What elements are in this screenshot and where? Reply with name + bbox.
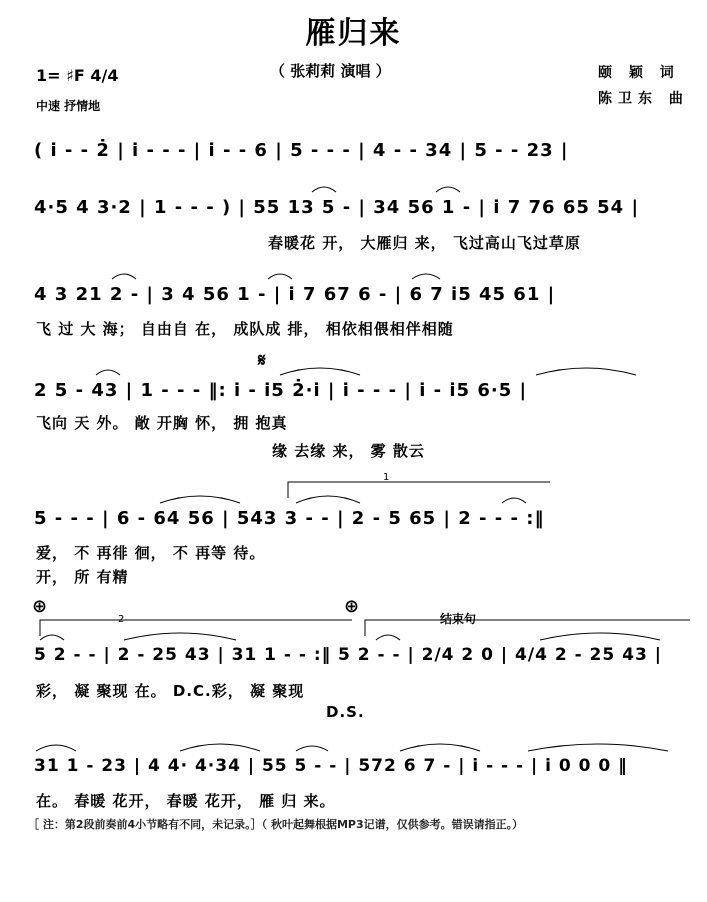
lyrics-row-5-verse-2: 开， 所 有精 <box>36 568 129 586</box>
slur <box>280 368 360 375</box>
score-row-1: ( i̇ - - 2̇ | i̇ - - - | i̇ - - 6 | 5 - - - | 4 - - 34 | 5 - - 23 | <box>34 140 569 161</box>
slur <box>268 274 292 279</box>
slur <box>376 635 400 640</box>
score-row-7: 31 1 - 23 | 4 4· 4·34 | 55 5 - - | 572 6 7 - | i̇ - - - | i̇ 0 0 0 ‖ <box>34 756 628 776</box>
score-row-4: 2 5 - 43 | 1 - - - ‖: i̇ - i̇5 2̇·i̇ | i̇ - - - | i̇ - i̇5 6·5 | <box>34 380 528 401</box>
volta-1-bracket <box>288 482 550 498</box>
tempo-marking: 中速 抒情地 <box>36 99 101 113</box>
volta-2-label: 2 <box>118 614 125 625</box>
slur <box>536 368 636 375</box>
singer-credit: （ 张莉莉 演唱 ） <box>270 62 391 80</box>
coda-sign-2: ⊕ <box>344 596 360 617</box>
slur <box>312 187 336 192</box>
lyrics-row-4-verse-2: 缘 去缘 来， 雾 散云 <box>272 442 425 460</box>
lyrics-row-6-verse-1: 彩， 凝 聚现 在。 D.C.彩， 凝 聚现 <box>36 682 305 700</box>
lyrics-row-4-verse-1: 飞向 天 外。 敞 开胸 怀， 拥 抱真 <box>36 414 288 432</box>
score-row-5: 5 - - - | 6 - 64 56 | 543 3 - - | 2 - 5 65 | 2 - - - :‖ <box>34 508 545 529</box>
slur <box>296 496 360 503</box>
slur <box>436 187 460 192</box>
score-row-2: 4·5 4 3·2 | 1 - - - ) | 55 13 5 - | 34 56 1 - | i̇ 7 76 65 54 | <box>34 197 640 218</box>
lyrics-row-3: 飞 过 大 海； 自由自 在， 成队成 排， 相依相偎相伴相随 <box>36 320 454 338</box>
slur <box>160 496 240 503</box>
lyrics-row-6-verse-2: D.S. <box>326 703 365 721</box>
slur <box>36 745 76 751</box>
slur <box>412 274 440 279</box>
slur <box>540 633 660 640</box>
slur <box>502 498 526 503</box>
coda-sign-1: ⊕ <box>32 596 48 617</box>
lyrics-row-7: 在。 春暖 花开， 春暖 花开， 雁 归 来。 <box>36 792 336 810</box>
footnote: ［ 注：第2段前奏前4小节略有不同，未记录。］（ 秋叶起舞根据MP3记谱，仅供参考。错误请指正。） <box>28 818 524 831</box>
score-row-3: 4 3 21 2 - | 3 4 56 1 - | i̇ 7 67 6 - | 6 7 i̇5 45 61 | <box>34 284 556 305</box>
song-title: 雁归来 <box>305 16 402 51</box>
slur <box>180 744 260 751</box>
slur <box>112 274 136 279</box>
segno-sign: 𝄋 <box>258 350 266 371</box>
slur <box>96 370 120 375</box>
ending-bracket <box>365 620 690 636</box>
lyrics-row-2: 春暖花 开， 大雁归 来， 飞过高山飞过草原 <box>268 234 581 252</box>
lyrics-row-5-verse-1: 爱， 不 再徘 徊， 不 再等 待。 <box>36 544 266 562</box>
volta-1-label: 1 <box>383 472 390 483</box>
slur <box>296 746 328 751</box>
volta-2-bracket <box>40 620 352 636</box>
ending-label: 结束句 <box>440 612 477 626</box>
slur <box>400 744 480 751</box>
composer-credit: 陈卫东 曲 <box>598 91 689 107</box>
slur <box>528 744 668 751</box>
key-signature: 1= ♯F 4/4 <box>36 66 119 85</box>
lyricist-credit: 颐 颖 词 <box>598 65 680 81</box>
slur <box>124 633 236 640</box>
slur <box>40 635 64 640</box>
score-row-6: 5 2 - - | 2 - 25 43 | 31 1 - - :‖ 5 2 - - | 2/4 2 0 | 4/4 2 - 25 43 | <box>34 645 662 665</box>
